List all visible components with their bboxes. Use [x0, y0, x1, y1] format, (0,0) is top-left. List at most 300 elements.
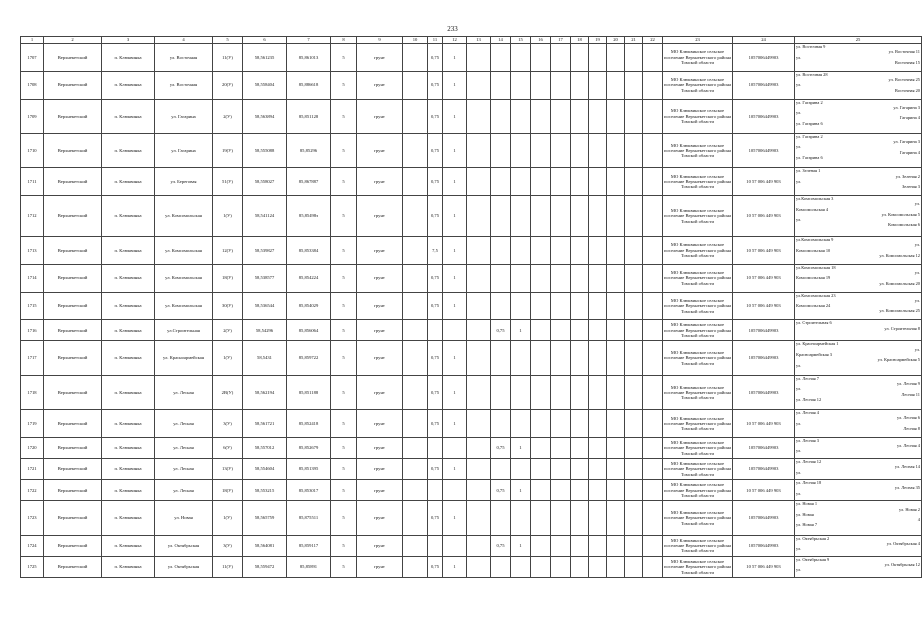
longitude-cell: 85,852679: [287, 437, 331, 458]
table-row: [21, 535, 922, 556]
address-line: Комсомольская 4: [796, 206, 829, 212]
address-line: ул.: [796, 386, 802, 392]
address-line: ул. Восточная 11: [888, 49, 920, 55]
address-line: ул.: [796, 490, 802, 496]
empty-cell: [551, 320, 571, 341]
ogrn-cell: 1057006449903: [733, 44, 795, 72]
surface-cell: грунт: [357, 292, 403, 320]
empty-cell: [403, 320, 428, 341]
street-cell: ул. Гагарина: [155, 99, 213, 133]
street-cell: ул. Октябрьская: [155, 535, 213, 556]
value-cell: 5: [331, 375, 357, 409]
area-cell: [491, 168, 511, 196]
area-cell: 0,75: [428, 341, 443, 375]
address-line: ул.: [796, 144, 802, 150]
column-number: 9: [357, 37, 403, 44]
address-line: ул. Лесная 14: [894, 464, 920, 470]
organization-cell: МО Клюквинское сельское поселение Верхнекетского района Томской области: [663, 480, 733, 501]
latitude-cell: 58,5431: [243, 341, 287, 375]
addresses-cell: [795, 292, 922, 320]
locality-cell: п. Клюквинка: [102, 535, 155, 556]
house-cell: 6(У): [213, 437, 243, 458]
empty-cell: [403, 264, 428, 292]
empty-cell: [467, 320, 491, 341]
locality-cell: п. Клюквинка: [102, 459, 155, 480]
address-line: ул.: [796, 178, 802, 184]
empty-cell: [531, 501, 551, 535]
locality-cell: п. Клюквинка: [102, 556, 155, 577]
latitude-cell: 58,541124: [243, 196, 287, 237]
district-cell: Верхнекетский: [44, 459, 102, 480]
empty-cell: [643, 320, 663, 341]
count-cell: [511, 556, 531, 577]
area-cell: 0,75: [428, 196, 443, 237]
count-cell: [511, 99, 531, 133]
district-cell: Верхнекетский: [44, 133, 102, 167]
house-cell: 3(У): [213, 410, 243, 438]
street-cell: ул.Строительная: [155, 320, 213, 341]
empty-cell: [607, 556, 625, 577]
count-cell: [511, 341, 531, 375]
organization-cell: МО Клюквинское сельское поселение Верхнекетского района Томской области: [663, 535, 733, 556]
row-number: 1719: [21, 410, 44, 438]
empty-cell: [607, 375, 625, 409]
value-cell: 5: [331, 459, 357, 480]
table-row: [21, 437, 922, 458]
value-cell: 5: [331, 133, 357, 167]
empty-cell: [551, 341, 571, 375]
ogrn-cell: 10 57 006 449 903: [733, 237, 795, 265]
street-cell: ул. Восточная: [155, 71, 213, 99]
house-cell: 18(У): [213, 264, 243, 292]
area-cell: [491, 99, 511, 133]
value-cell: 5: [331, 410, 357, 438]
street-cell: ул. Гагарина: [155, 133, 213, 167]
empty-cell: [531, 168, 551, 196]
addresses-cell: [795, 99, 922, 133]
latitude-cell: 58,563894: [243, 99, 287, 133]
organization-cell: МО Клюквинское сельское поселение Верхнекетского района Томской области: [663, 501, 733, 535]
address-line: Комсомольская 19: [796, 275, 831, 281]
column-number: 22: [643, 37, 663, 44]
longitude-cell: 85,853017: [287, 480, 331, 501]
empty-cell: [589, 480, 607, 501]
latitude-cell: 58,559472: [243, 556, 287, 577]
count-cell: [511, 264, 531, 292]
house-cell: 2(У): [213, 320, 243, 341]
area-cell: [491, 237, 511, 265]
empty-cell: [607, 320, 625, 341]
locality-cell: п. Клюквинка: [102, 237, 155, 265]
value-cell: 5: [331, 437, 357, 458]
count-cell: 1: [443, 341, 467, 375]
addresses-cell: [795, 44, 922, 72]
ogrn-cell: 1057006449903: [733, 71, 795, 99]
column-number: 20: [607, 37, 625, 44]
count-cell: [511, 375, 531, 409]
address-line: ул.: [796, 420, 802, 426]
ogrn-cell: 1057006449903: [733, 501, 795, 535]
latitude-cell: 58,538577: [243, 264, 287, 292]
empty-cell: [625, 292, 643, 320]
latitude-cell: 58,553215: [243, 480, 287, 501]
surface-cell: грунт: [357, 320, 403, 341]
row-number: 1725: [21, 556, 44, 577]
latitude-cell: 58,54296: [243, 320, 287, 341]
count-cell: [511, 237, 531, 265]
empty-cell: [571, 44, 589, 72]
empty-cell: [551, 556, 571, 577]
address-line: Гагарина 4: [899, 115, 920, 121]
row-number: 1720: [21, 437, 44, 458]
addresses-cell: [795, 237, 922, 265]
empty-cell: [625, 437, 643, 458]
empty-cell: [467, 501, 491, 535]
row-number: 1707: [21, 44, 44, 72]
count-cell: 1: [511, 437, 531, 458]
address-line: ул. Комсомольская 5: [881, 211, 920, 217]
address-line: ул. Зеленая 2: [895, 173, 920, 179]
district-cell: Верхнекетский: [44, 44, 102, 72]
longitude-cell: 85,851395: [287, 459, 331, 480]
street-cell: ул. Лесная: [155, 410, 213, 438]
empty-cell: [625, 480, 643, 501]
empty-cell: [531, 437, 551, 458]
area-cell: 0,75: [428, 264, 443, 292]
container-sites-table: [20, 36, 922, 578]
address-line: ул. Новая 1: [796, 501, 818, 507]
area-cell: 0,75: [428, 459, 443, 480]
ogrn-cell: 10 57 006 449 903: [733, 410, 795, 438]
longitude-cell: 85,867887: [287, 168, 331, 196]
empty-cell: [607, 341, 625, 375]
organization-cell: МО Клюквинское сельское поселение Верхнекетского района Томской области: [663, 292, 733, 320]
area-cell: 0,75: [491, 535, 511, 556]
address-line: ул. Строительная 8: [884, 325, 920, 331]
latitude-cell: 58,539827: [243, 237, 287, 265]
address-line: Лесная 8: [903, 425, 920, 431]
ogrn-cell: 1057006449903: [733, 320, 795, 341]
page-number: 233: [447, 25, 458, 33]
table-row: [21, 410, 922, 438]
address-line: ул. Новая 7: [796, 522, 818, 528]
value-cell: 5: [331, 501, 357, 535]
row-number: 1713: [21, 237, 44, 265]
longitude-cell: 85,85498э: [287, 196, 331, 237]
longitude-cell: 85,886618: [287, 71, 331, 99]
value-cell: 5: [331, 292, 357, 320]
value-cell: 5: [331, 556, 357, 577]
address-line: ул. Восточная 9: [796, 44, 826, 49]
empty-cell: [589, 320, 607, 341]
address-line: ул. Восточная 28: [796, 71, 828, 77]
row-number: 1723: [21, 501, 44, 535]
table-row: [21, 459, 922, 480]
longitude-cell: 85,859722: [287, 341, 331, 375]
locality-cell: п. Клюквинка: [102, 410, 155, 438]
empty-cell: [607, 292, 625, 320]
empty-cell: [467, 410, 491, 438]
empty-cell: [589, 459, 607, 480]
locality-cell: п. Клюквинка: [102, 480, 155, 501]
area-cell: 0,75: [428, 71, 443, 99]
district-cell: Верхнекетский: [44, 168, 102, 196]
empty-cell: [571, 535, 589, 556]
organization-cell: МО Клюквинское сельское поселение Верхнекетского района Томской области: [663, 168, 733, 196]
address-line: ул. Гагарина 2: [796, 133, 823, 139]
empty-cell: [589, 133, 607, 167]
count-cell: 1: [443, 168, 467, 196]
district-cell: Верхнекетский: [44, 535, 102, 556]
empty-cell: [403, 71, 428, 99]
longitude-cell: 85,851128: [287, 99, 331, 133]
empty-cell: [531, 556, 551, 577]
empty-cell: [467, 437, 491, 458]
value-cell: 5: [331, 341, 357, 375]
longitude-cell: 85,851188: [287, 375, 331, 409]
table-row: [21, 133, 922, 167]
district-cell: Верхнекетский: [44, 375, 102, 409]
empty-cell: [467, 459, 491, 480]
empty-cell: [607, 410, 625, 438]
address-line: ул.Комсомольская 23: [796, 292, 836, 298]
area-cell: [428, 535, 443, 556]
district-cell: Верхнекетский: [44, 237, 102, 265]
empty-cell: [571, 168, 589, 196]
addresses-cell: [795, 341, 922, 375]
address-line: ул.: [914, 242, 920, 248]
area-cell: [428, 320, 443, 341]
address-line: ул.Комсомольская 9: [796, 237, 834, 242]
empty-cell: [643, 535, 663, 556]
surface-cell: грунт: [357, 168, 403, 196]
count-cell: 1: [443, 264, 467, 292]
address-line: Гагарина 4: [899, 149, 920, 155]
count-cell: [443, 480, 467, 501]
empty-cell: [571, 375, 589, 409]
empty-cell: [589, 535, 607, 556]
empty-cell: [625, 375, 643, 409]
area-cell: [491, 501, 511, 535]
empty-cell: [589, 410, 607, 438]
empty-cell: [643, 341, 663, 375]
address-line: ул. Лесная 4: [897, 443, 920, 449]
column-number: 14: [491, 37, 511, 44]
empty-cell: [643, 133, 663, 167]
address-line: ул.: [914, 270, 920, 276]
organization-cell: МО Клюквинское сельское поселение Верхнекетского района Томской области: [663, 264, 733, 292]
row-number: 1708: [21, 71, 44, 99]
column-number: 15: [511, 37, 531, 44]
surface-cell: грунт: [357, 341, 403, 375]
address-line: ул. Лесная 7: [796, 375, 819, 381]
longitude-cell: 85,854224: [287, 264, 331, 292]
column-number: 7: [287, 37, 331, 44]
surface-cell: грунт: [357, 556, 403, 577]
district-cell: Верхнекетский: [44, 410, 102, 438]
empty-cell: [625, 71, 643, 99]
row-number: 1724: [21, 535, 44, 556]
address-line: ул. Октябрьская 2: [796, 535, 830, 541]
empty-cell: [571, 459, 589, 480]
address-line: ул.: [796, 448, 802, 454]
column-number: 11: [428, 37, 443, 44]
count-cell: 1: [443, 459, 467, 480]
empty-cell: [589, 556, 607, 577]
empty-cell: [467, 556, 491, 577]
value-cell: 5: [331, 44, 357, 72]
empty-cell: [531, 99, 551, 133]
address-line: ул. Октябрьская 12: [884, 562, 920, 568]
locality-cell: п. Клюквинка: [102, 501, 155, 535]
address-line: ул. Комсомольская 12: [879, 252, 920, 258]
row-number: 1711: [21, 168, 44, 196]
empty-cell: [643, 480, 663, 501]
addresses-cell: [795, 556, 922, 577]
count-cell: 1: [511, 480, 531, 501]
addresses-cell: [795, 501, 922, 535]
value-cell: 5: [331, 99, 357, 133]
empty-cell: [467, 196, 491, 237]
empty-cell: [551, 237, 571, 265]
house-cell: 11(У): [213, 556, 243, 577]
street-cell: ул. Лесная: [155, 375, 213, 409]
address-line: ул.: [796, 546, 802, 552]
empty-cell: [571, 71, 589, 99]
empty-cell: [531, 133, 551, 167]
street-cell: ул. Лесная: [155, 459, 213, 480]
row-number: 1716: [21, 320, 44, 341]
house-cell: 11(У): [213, 44, 243, 72]
street-cell: ул. Береговая: [155, 168, 213, 196]
ogrn-cell: 1057006449903: [733, 375, 795, 409]
locality-cell: п. Клюквинка: [102, 264, 155, 292]
empty-cell: [551, 375, 571, 409]
surface-cell: грунт: [357, 410, 403, 438]
empty-cell: [531, 459, 551, 480]
street-cell: ул. Комсомольская: [155, 237, 213, 265]
area-cell: 0,75: [428, 556, 443, 577]
surface-cell: грунт: [357, 535, 403, 556]
area-cell: [491, 264, 511, 292]
ogrn-cell: 10 57 006 449 903: [733, 556, 795, 577]
latitude-cell: 58,536544: [243, 292, 287, 320]
column-number: 23: [663, 37, 733, 44]
addresses-cell: [795, 410, 922, 438]
house-cell: 30(У): [213, 292, 243, 320]
area-cell: 0,75: [428, 410, 443, 438]
district-cell: Верхнекетский: [44, 501, 102, 535]
area-cell: [491, 410, 511, 438]
house-cell: 1(У): [213, 196, 243, 237]
area-cell: [491, 459, 511, 480]
empty-cell: [571, 341, 589, 375]
empty-cell: [551, 168, 571, 196]
empty-cell: [607, 437, 625, 458]
locality-cell: п. Клюквинка: [102, 44, 155, 72]
locality-cell: п. Клюквинка: [102, 99, 155, 133]
count-cell: 1: [443, 556, 467, 577]
surface-cell: грунт: [357, 133, 403, 167]
empty-cell: [467, 341, 491, 375]
longitude-cell: 85,861013: [287, 44, 331, 72]
area-cell: 7,5: [428, 237, 443, 265]
longitude-cell: 85,85296: [287, 133, 331, 167]
empty-cell: [643, 437, 663, 458]
value-cell: 5: [331, 264, 357, 292]
addresses-cell: [795, 264, 922, 292]
row-number: 1714: [21, 264, 44, 292]
house-cell: 18(У): [213, 480, 243, 501]
addresses-cell: [795, 196, 922, 237]
street-cell: ул. Октябрьская: [155, 556, 213, 577]
empty-cell: [589, 264, 607, 292]
address-line: ул.: [796, 110, 802, 116]
column-number: 3: [102, 37, 155, 44]
address-line: ул. Красноармейская 5: [877, 357, 920, 363]
count-cell: 1: [443, 71, 467, 99]
longitude-cell: 85,852418: [287, 410, 331, 438]
count-cell: 1: [443, 99, 467, 133]
column-number: 24: [733, 37, 795, 44]
empty-cell: [531, 196, 551, 237]
surface-cell: грунт: [357, 99, 403, 133]
row-number: 1715: [21, 292, 44, 320]
empty-cell: [467, 99, 491, 133]
street-cell: ул. Комсомольская: [155, 196, 213, 237]
empty-cell: [403, 237, 428, 265]
empty-cell: [607, 237, 625, 265]
empty-cell: [403, 133, 428, 167]
area-cell: 0,75: [428, 501, 443, 535]
value-cell: 5: [331, 480, 357, 501]
area-cell: [491, 292, 511, 320]
empty-cell: [589, 237, 607, 265]
ogrn-cell: 1057006449903: [733, 459, 795, 480]
empty-cell: [643, 410, 663, 438]
empty-cell: [571, 480, 589, 501]
address-line: Восточная 20: [894, 87, 920, 93]
empty-cell: [531, 535, 551, 556]
count-cell: [511, 459, 531, 480]
surface-cell: грунт: [357, 237, 403, 265]
empty-cell: [403, 556, 428, 577]
column-number: 13: [467, 37, 491, 44]
empty-cell: [531, 341, 551, 375]
empty-cell: [571, 437, 589, 458]
ogrn-cell: 10 57 006 449 903: [733, 196, 795, 237]
address-line: ул. Гагарина 2: [796, 99, 823, 105]
area-cell: [491, 556, 511, 577]
district-cell: Верхнекетский: [44, 320, 102, 341]
area-cell: 0,75: [491, 437, 511, 458]
surface-cell: грунт: [357, 71, 403, 99]
locality-cell: п. Клюквинка: [102, 320, 155, 341]
empty-cell: [571, 501, 589, 535]
organization-cell: МО Клюквинское сельское поселение Верхнекетского района Томской области: [663, 237, 733, 265]
column-number: 2: [44, 37, 102, 44]
ogrn-cell: 1057006449903: [733, 535, 795, 556]
empty-cell: [625, 501, 643, 535]
house-cell: 1(У): [213, 341, 243, 375]
area-cell: [491, 375, 511, 409]
count-cell: 1: [443, 237, 467, 265]
latitude-cell: 58,564081: [243, 535, 287, 556]
column-number: 8: [331, 37, 357, 44]
count-cell: 1: [511, 535, 531, 556]
table-row: [21, 480, 922, 501]
address-line: ул. Лесная 9: [897, 381, 920, 387]
